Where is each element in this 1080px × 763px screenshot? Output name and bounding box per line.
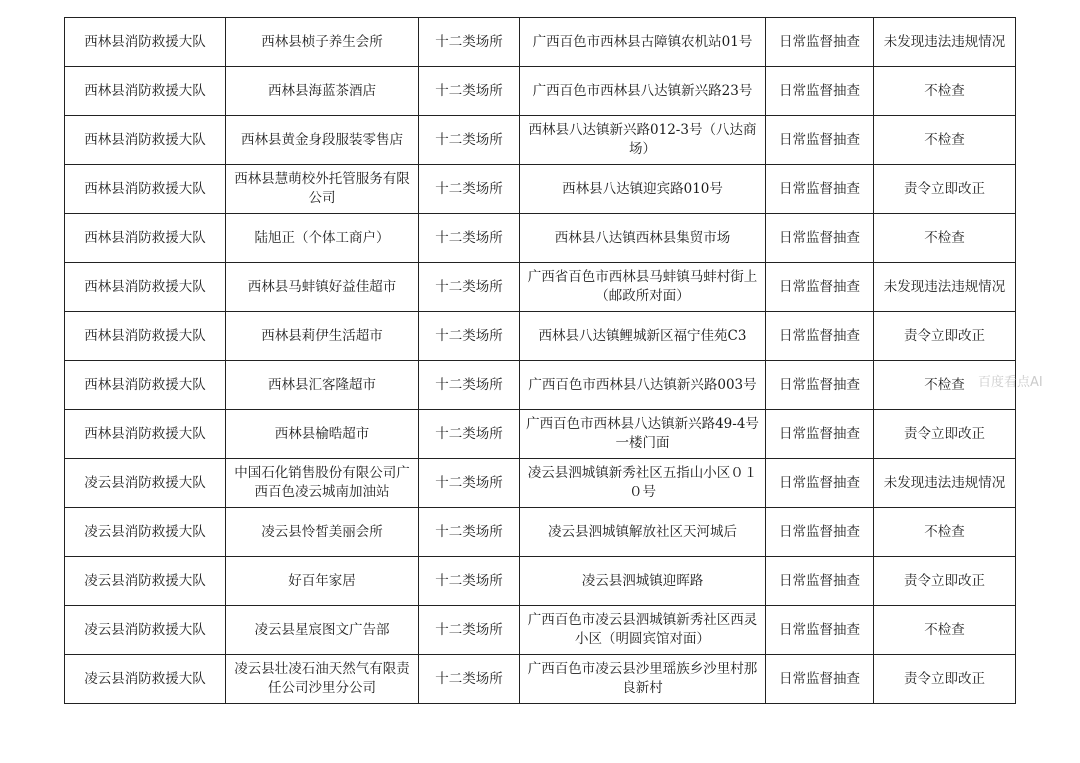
cell-address: 广西百色市西林县八达镇新兴路003号 <box>520 361 766 410</box>
cell-address: 广西百色市西林县古障镇农机站01号 <box>520 18 766 67</box>
cell-place-type: 十二类场所 <box>419 459 520 508</box>
cell-result: 责令立即改正 <box>874 655 1016 704</box>
cell-place-type: 十二类场所 <box>419 214 520 263</box>
cell-result: 未发现违法违规情况 <box>874 18 1016 67</box>
cell-place-type: 十二类场所 <box>419 263 520 312</box>
cell-result: 不检查 <box>874 214 1016 263</box>
cell-check-method: 日常监督抽查 <box>766 606 874 655</box>
cell-check-method: 日常监督抽查 <box>766 116 874 165</box>
cell-unit: 凌云县消防救援大队 <box>65 508 226 557</box>
table-row <box>65 165 1016 214</box>
table-row <box>65 606 1016 655</box>
table-row <box>65 18 1016 67</box>
cell-result: 责令立即改正 <box>874 312 1016 361</box>
cell-unit: 西林县消防救援大队 <box>65 116 226 165</box>
cell-place-name: 凌云县星宸图文广告部 <box>226 606 419 655</box>
cell-place-name: 西林县慧萌校外托管服务有限公司 <box>226 165 419 214</box>
cell-check-method: 日常监督抽查 <box>766 67 874 116</box>
cell-result: 不检查 <box>874 508 1016 557</box>
cell-place-name: 西林县汇客隆超市 <box>226 361 419 410</box>
cell-check-method: 日常监督抽查 <box>766 165 874 214</box>
cell-result: 未发现违法违规情况 <box>874 263 1016 312</box>
table-row <box>65 67 1016 116</box>
cell-check-method: 日常监督抽查 <box>766 508 874 557</box>
cell-check-method: 日常监督抽查 <box>766 312 874 361</box>
cell-place-name: 西林县马蚌镇好益佳超市 <box>226 263 419 312</box>
cell-place-type: 十二类场所 <box>419 410 520 459</box>
cell-address: 广西百色市西林县八达镇新兴路49-4号一楼门面 <box>520 410 766 459</box>
cell-result: 责令立即改正 <box>874 557 1016 606</box>
cell-result: 不检查 <box>874 67 1016 116</box>
cell-result: 责令立即改正 <box>874 410 1016 459</box>
cell-place-name: 凌云县壮凌石油天然气有限责任公司沙里分公司 <box>226 655 419 704</box>
cell-unit: 西林县消防救援大队 <box>65 67 226 116</box>
table-row <box>65 214 1016 263</box>
cell-place-name: 西林县榆晧超市 <box>226 410 419 459</box>
cell-result: 未发现违法违规情况 <box>874 459 1016 508</box>
cell-check-method: 日常监督抽查 <box>766 18 874 67</box>
cell-unit: 凌云县消防救援大队 <box>65 606 226 655</box>
cell-place-name: 西林县海蓝茶酒店 <box>226 67 419 116</box>
table-row <box>65 410 1016 459</box>
table-row <box>65 508 1016 557</box>
cell-unit: 西林县消防救援大队 <box>65 361 226 410</box>
cell-place-name: 西林县莉伊生活超市 <box>226 312 419 361</box>
cell-result: 责令立即改正 <box>874 165 1016 214</box>
cell-place-name: 好百年家居 <box>226 557 419 606</box>
cell-place-name: 凌云县怜皙美丽会所 <box>226 508 419 557</box>
cell-address: 凌云县泗城镇新秀社区五指山小区０１０号 <box>520 459 766 508</box>
cell-place-type: 十二类场所 <box>419 508 520 557</box>
cell-address: 西林县八达镇鲤城新区福宁佳苑C3 <box>520 312 766 361</box>
watermark: 百度看点AI <box>978 375 1043 390</box>
cell-unit: 凌云县消防救援大队 <box>65 459 226 508</box>
cell-unit: 西林县消防救援大队 <box>65 263 226 312</box>
table-row <box>65 116 1016 165</box>
cell-place-type: 十二类场所 <box>419 312 520 361</box>
cell-check-method: 日常监督抽查 <box>766 214 874 263</box>
cell-address: 凌云县泗城镇解放社区天河城后 <box>520 508 766 557</box>
table-row <box>65 459 1016 508</box>
table-row <box>65 655 1016 704</box>
cell-check-method: 日常监督抽查 <box>766 655 874 704</box>
cell-place-type: 十二类场所 <box>419 361 520 410</box>
cell-result: 不检查 <box>874 361 1016 410</box>
cell-place-type: 十二类场所 <box>419 606 520 655</box>
cell-place-name: 西林县黄金身段服装零售店 <box>226 116 419 165</box>
cell-check-method: 日常监督抽查 <box>766 361 874 410</box>
cell-place-name: 西林县桢子养生会所 <box>226 18 419 67</box>
cell-address: 广西百色市凌云县泗城镇新秀社区西灵小区（明圆宾馆对面） <box>520 606 766 655</box>
cell-place-type: 十二类场所 <box>419 67 520 116</box>
cell-place-name: 中国石化销售股份有限公司广西百色凌云城南加油站 <box>226 459 419 508</box>
cell-address: 广西百色市西林县八达镇新兴路23号 <box>520 67 766 116</box>
cell-address: 西林县八达镇西林县集贸市场 <box>520 214 766 263</box>
cell-result: 不检查 <box>874 116 1016 165</box>
cell-place-name: 陆旭正（个体工商户） <box>226 214 419 263</box>
cell-place-type: 十二类场所 <box>419 116 520 165</box>
cell-place-type: 十二类场所 <box>419 165 520 214</box>
table-body <box>65 18 1016 704</box>
cell-check-method: 日常监督抽查 <box>766 557 874 606</box>
cell-result: 不检查 <box>874 606 1016 655</box>
cell-unit: 西林县消防救援大队 <box>65 165 226 214</box>
cell-unit: 西林县消防救援大队 <box>65 214 226 263</box>
table-row <box>65 263 1016 312</box>
cell-check-method: 日常监督抽查 <box>766 410 874 459</box>
cell-check-method: 日常监督抽查 <box>766 459 874 508</box>
cell-place-type: 十二类场所 <box>419 18 520 67</box>
table-row <box>65 312 1016 361</box>
cell-place-type: 十二类场所 <box>419 655 520 704</box>
cell-unit: 凌云县消防救援大队 <box>65 655 226 704</box>
cell-address: 西林县八达镇新兴路012-3号（八达商场） <box>520 116 766 165</box>
cell-address: 广西省百色市西林县马蚌镇马蚌村街上（邮政所对面） <box>520 263 766 312</box>
cell-unit: 西林县消防救援大队 <box>65 312 226 361</box>
cell-unit: 凌云县消防救援大队 <box>65 557 226 606</box>
cell-unit: 西林县消防救援大队 <box>65 410 226 459</box>
cell-address: 凌云县泗城镇迎晖路 <box>520 557 766 606</box>
inspection-records-table <box>64 17 1016 704</box>
cell-address: 西林县八达镇迎宾路010号 <box>520 165 766 214</box>
cell-place-type: 十二类场所 <box>419 557 520 606</box>
table-row <box>65 557 1016 606</box>
table-row <box>65 361 1016 410</box>
cell-check-method: 日常监督抽查 <box>766 263 874 312</box>
cell-unit: 西林县消防救援大队 <box>65 18 226 67</box>
cell-address: 广西百色市凌云县沙里瑶族乡沙里村那良新村 <box>520 655 766 704</box>
